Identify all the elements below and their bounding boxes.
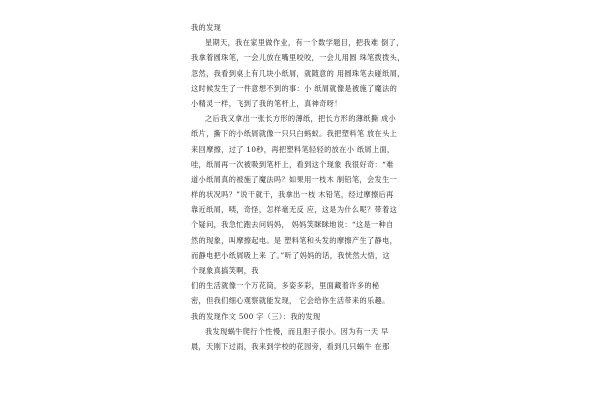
text-line: 个疑问，我急忙跑去问妈妈， 妈妈笑眯眯地说：“这是一种自 [191,220,394,230]
text-line: 靠近纸屑，咦，奇怪，怎样毫无反 应，这是为什么呢？带着这 [191,205,398,215]
text-line: 纸片，撕下的小纸屑就像一只只白蚂蚁。我把塑料笔 放在头上 [191,129,398,139]
text-line: 小精灵一样，飞到了我的笔杆上，真神奇呀！ [191,98,342,108]
text-line: 密，但我们细心观察就能发现， 它会给你生活带来的乐趣。 [191,296,390,306]
paragraph-2 [191,111,419,278]
text-line: 而静电把小纸屑吸上来 了。”听了妈妈的话，我恍然大悟，这 [191,250,391,260]
text-line: 样的状况吗？”说干就干，我拿出一枝 木铅笔，经过摩擦后再 [191,190,394,200]
text-line: 道小纸屑真的被施了魔法吗？如果用一枝木 制铅笔，会发生一 [191,174,398,184]
text-line: 个现象真搞笑啊，我 [191,266,259,275]
text-line: 来回摩擦，过了 10秒，再把塑料笔轻轻的放在小 纸屑上面， [191,144,395,154]
text-line: 然的现象，叫摩擦起电。是 塑料笔和头发的摩擦产生了静电， [191,235,398,245]
text-line: 星期天，我在家里做作业，有一个数学题目，把我难 倒了， [205,38,404,48]
text-line: 哇，纸屑再一次被吸到笔杆上，看到这个现象 我很好奇：“难 [191,159,394,169]
text-line: 们的生活就像一个万花筒，多姿多彩，里面藏着许多的秘 [191,281,380,291]
section-subtitle: 我的发现作文 500 字（三）：我的发现 [191,311,321,321]
text-line: 我拿着圆珠笔，一会儿放在嘴里咬咬，一会儿用圆 珠笔拨拨头， [191,53,405,63]
text-line: 之后我又拿出一张长方形的薄纸，把长方形的薄纸撕 成小 [205,114,397,124]
paragraph-4 [191,324,419,354]
document-title: 我的发现 [191,23,222,32]
text-line: 忽然，我看到桌上有几块小纸屑，就随意的 用圆珠笔去碰纸屑， [191,68,405,78]
text-line: 我发现蜗牛爬行个性慢，而且胆子很小。因为有一天 早 [205,326,389,336]
paragraph-3 [191,278,419,308]
paragraph-1 [191,35,419,111]
document-page [191,20,419,354]
text-line: 晨，天刚下过雨，我来到学校的花园旁，看到几只蜗牛 在那 [191,341,390,351]
text-line: 这时候发生了一件意想不到的事：小 纸屑就像是被施了魔法的 [191,83,398,93]
